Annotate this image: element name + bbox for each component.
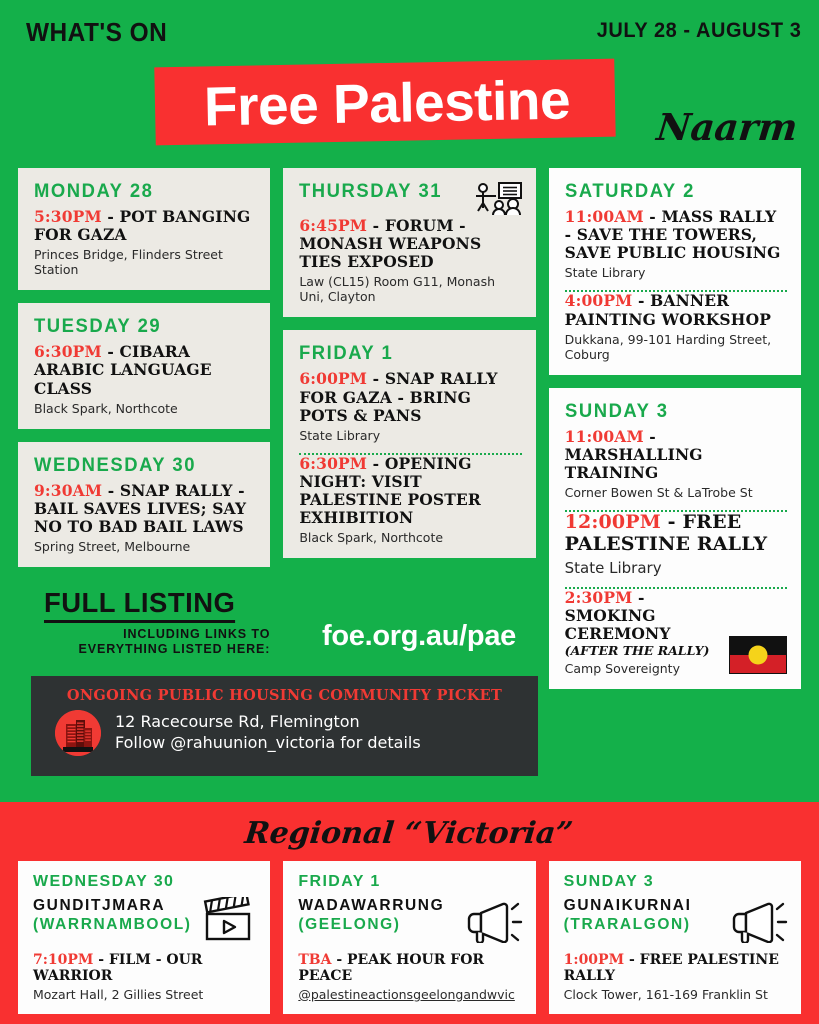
event-entry	[565, 208, 787, 280]
regional-card-wadawarrung[interactable]	[283, 861, 535, 1014]
event-venue: State Library	[564, 265, 646, 281]
full-listing-title: FULL LISTING	[44, 587, 235, 623]
whats-on-label: WHAT'S ON	[26, 17, 168, 47]
event-separator: -	[632, 587, 645, 607]
event-name: SNAP RALLY - BAIL SAVES LIVES; SAY NO TO BAD BAIL LAWS	[34, 480, 247, 536]
event-card-wednesday[interactable]	[18, 442, 270, 567]
event-name: FILM - OUR WARRIOR	[33, 952, 203, 985]
regional-card-body	[564, 897, 788, 943]
event-entry	[34, 208, 256, 277]
event-entry	[565, 428, 787, 500]
event-venue: Mozart Hall, 2 Gillies Street	[33, 986, 204, 1002]
film-clapperboard-icon	[199, 897, 257, 943]
regional-grid	[0, 861, 819, 1014]
event-entry	[299, 455, 521, 546]
regional-place	[33, 897, 192, 935]
date-range-label: JULY 28 - AUGUST 3	[596, 19, 801, 42]
event-name: POT BANGING FOR GAZA	[34, 207, 251, 245]
full-listing-sub-line-1: INCLUDING LINKS TO	[123, 627, 271, 641]
event-title	[34, 482, 256, 536]
event-separator: -	[331, 952, 348, 968]
event-time: 11:00AM	[564, 207, 644, 226]
event-card-monday[interactable]	[18, 168, 270, 290]
event-title	[565, 512, 787, 556]
event-time: 12:00PM	[564, 511, 661, 533]
event-title	[299, 217, 521, 271]
regional-place-location: (TRARALGON)	[563, 915, 691, 933]
event-time: 7:10PM	[33, 952, 94, 968]
card-day-label: WEDNESDAY 30	[33, 873, 175, 890]
event-card-friday[interactable]	[283, 330, 535, 558]
regional-place-name: WADAWARRUNG	[298, 897, 445, 914]
event-separator: -	[367, 369, 385, 389]
event-venue: Camp Sovereignty	[564, 661, 680, 677]
event-name: PEAK HOUR FOR PEACE	[298, 952, 485, 985]
card-day-label: FRIDAY 1	[298, 873, 381, 890]
picket-body	[45, 710, 524, 756]
event-entry	[299, 217, 521, 304]
event-name: FREE PALESTINE RALLY	[563, 952, 779, 985]
poster-title: Free Palestine	[203, 68, 571, 138]
event-venue: State Library	[564, 558, 662, 577]
regional-place-name: GUNDITJMARA	[33, 897, 166, 914]
event-time: 4:00PM	[564, 291, 633, 311]
full-listing-url[interactable]: foe.org.au/pae	[322, 620, 516, 652]
event-entry	[565, 589, 787, 676]
event-name: MARSHALLING TRAINING	[564, 444, 703, 482]
event-separator: -	[643, 426, 656, 446]
event-note: (AFTER THE RALLY)	[564, 643, 710, 659]
event-venue: Dukkana, 99-101 Harding Street, Coburg	[564, 331, 772, 362]
card-day-label: FRIDAY 1	[299, 343, 394, 365]
megaphone-icon	[463, 897, 523, 943]
card-day-label: SUNDAY 3	[564, 400, 669, 422]
event-title	[34, 208, 256, 244]
event-title	[565, 428, 787, 482]
event-entry	[565, 292, 787, 361]
event-card-tuesday[interactable]	[18, 303, 270, 428]
event-venue: Princes Bridge, Flinders Street Station	[34, 247, 223, 278]
event-time: 1:00PM	[563, 952, 625, 968]
column-3	[549, 168, 801, 802]
regional-place-location: (GEELONG)	[298, 915, 401, 933]
event-name: SMOKING CEREMONY	[564, 605, 671, 643]
regional-card-gunaikurnai[interactable]	[549, 861, 801, 1014]
regional-place	[564, 897, 692, 935]
event-entry	[299, 370, 521, 442]
ongoing-picket-banner[interactable]	[31, 676, 538, 776]
event-time: 6:00PM	[299, 369, 368, 389]
poster-header	[0, 0, 819, 170]
event-name: MASS RALLY - SAVE THE TOWERS, SAVE PUBLIC HOUSING	[564, 207, 781, 263]
regional-section	[0, 802, 819, 1024]
event-time: 11:00AM	[564, 426, 644, 446]
event-title	[565, 589, 723, 643]
full-listing-block	[18, 587, 270, 657]
event-separator: -	[660, 511, 683, 533]
event-card-sunday[interactable]	[549, 388, 801, 689]
picket-address: 12 Racecourse Rd, Flemington	[115, 712, 360, 732]
regional-card-body	[298, 897, 522, 943]
regional-card-body	[33, 897, 257, 943]
event-time: TBA	[298, 952, 332, 968]
event-separator: -	[632, 291, 651, 311]
event-time: 5:30PM	[34, 207, 102, 226]
event-separator: -	[93, 952, 109, 968]
event-venue[interactable]: @palestineactionsgeelongandwvic	[298, 986, 515, 1002]
event-time: 6:30PM	[299, 453, 368, 473]
event-card-saturday[interactable]	[549, 168, 801, 375]
card-day-label: MONDAY 28	[34, 181, 154, 202]
event-card-thursday[interactable]	[283, 168, 535, 317]
event-separator: -	[101, 342, 120, 362]
card-day-label: SUNDAY 3	[563, 873, 655, 890]
event-time: 2:30PM	[564, 587, 633, 607]
event-name: CIBARA ARABIC LANGUAGE CLASS	[34, 342, 212, 398]
event-time: 9:30AM	[34, 480, 103, 500]
event-name: SNAP RALLY FOR GAZA - BRING POTS & PANS	[299, 369, 498, 425]
full-listing-subtitle	[18, 627, 270, 657]
event-time: 6:30PM	[34, 342, 102, 362]
event-title	[299, 455, 521, 528]
regional-card-gunditjmara[interactable]	[18, 861, 270, 1014]
event-title	[33, 952, 257, 985]
forum-presentation-icon	[474, 181, 522, 217]
event-name: OPENING NIGHT: VISIT PALESTINE POSTER EXHIBITION	[299, 453, 481, 528]
event-separator: -	[624, 952, 640, 968]
event-text-block	[565, 589, 723, 676]
event-venue: Spring Street, Melbourne	[34, 539, 191, 554]
event-venue: Clock Tower, 161-169 Franklin St	[563, 986, 768, 1002]
picket-follow: Follow @rahuunion_victoria for details	[115, 733, 421, 752]
event-name: FORUM - MONASH WEAPONS TIES EXPOSED	[299, 216, 482, 272]
event-title	[34, 343, 256, 397]
picket-details	[115, 712, 421, 754]
flag-yellow-sun	[748, 646, 767, 665]
regional-place	[298, 897, 444, 935]
event-venue: Law (CL15) Room G11, Monash Uni, Clayton	[299, 274, 496, 305]
regional-place-name: GUNAIKURNAI	[563, 897, 692, 914]
event-title	[565, 208, 787, 262]
event-separator: -	[643, 207, 662, 226]
event-entry	[34, 343, 256, 415]
regional-place-location: (WARRNAMBOOL)	[33, 915, 192, 933]
megaphone-icon	[728, 897, 788, 943]
event-title	[565, 292, 787, 328]
event-separator: -	[367, 453, 385, 473]
event-name: FREE PALESTINE RALLY	[564, 511, 768, 555]
full-listing-sub-line-2: EVERYTHING LISTED HERE:	[78, 641, 271, 656]
event-entry	[34, 482, 256, 554]
event-separator: -	[102, 480, 120, 500]
event-venue: Black Spark, Northcote	[299, 530, 444, 546]
event-entry	[565, 512, 787, 577]
picket-title: ONGOING PUBLIC HOUSING COMMUNITY PICKET	[66, 687, 503, 704]
card-day-label: SATURDAY 2	[564, 181, 695, 202]
event-time: 6:45PM	[299, 216, 368, 235]
event-title	[299, 370, 521, 424]
location-naarm: Naarm	[654, 105, 800, 149]
card-day-label: TUESDAY 29	[34, 316, 162, 338]
card-header-row	[299, 181, 521, 217]
event-venue: Black Spark, Northcote	[34, 400, 178, 416]
event-title	[564, 952, 788, 985]
regional-heading: Regional “Victoria”	[243, 816, 575, 851]
card-day-label: WEDNESDAY 30	[34, 454, 197, 476]
event-venue: State Library	[299, 427, 381, 443]
event-separator: -	[367, 216, 385, 235]
aboriginal-flag-icon	[729, 636, 787, 674]
event-title	[298, 952, 522, 985]
event-name: BANNER PAINTING WORKSHOP	[564, 291, 772, 329]
event-with-flag-row	[565, 589, 787, 676]
event-venue: Corner Bowen St & LaTrobe St	[564, 485, 753, 500]
public-housing-towers-icon	[55, 710, 101, 756]
event-separator: -	[101, 207, 120, 226]
card-day-label: THURSDAY 31	[299, 181, 443, 202]
